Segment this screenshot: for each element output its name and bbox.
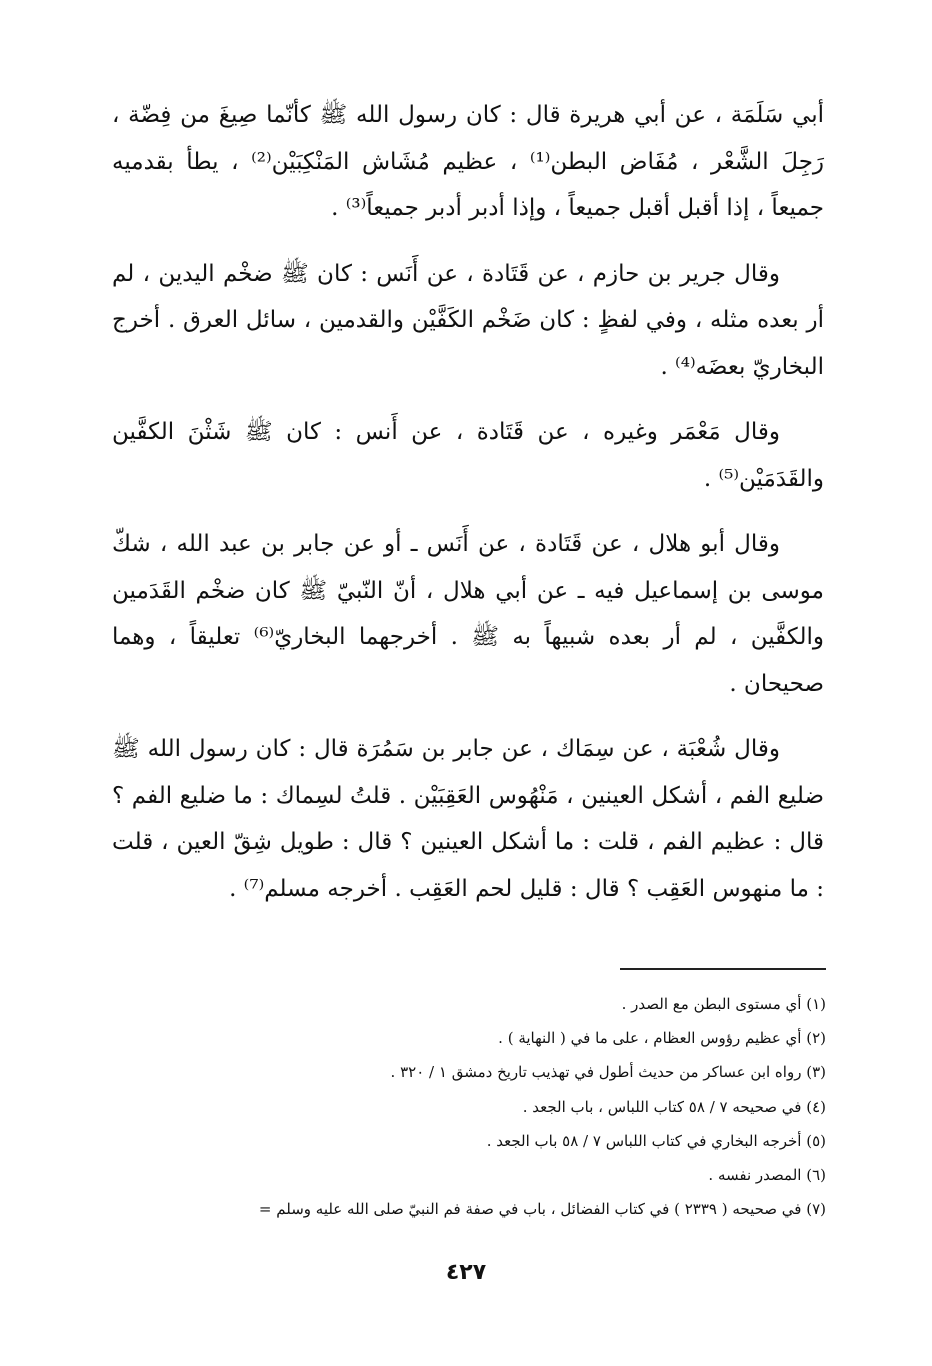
footnote-separator xyxy=(620,968,826,970)
footnote: (٢) أي عظيم رؤوس العظام ، على ما في ( النهاية ) . xyxy=(498,1029,826,1048)
page-number: ٤٢٧ xyxy=(445,1260,487,1285)
paragraph: وقال شُعْبَة ، عن سِمَاك ، عن جابر بن سَمُرَة قال : كان رسول الله ﷺ ضليع الفم ، أشكل العينين ، مَنْهُوس العَقِبَيْن . قلتُ لسِماك : ما ضليع الفم ؟ قال : عظيم الفم ، قلت : ما أشكل العينين ؟ قال : طويل شِقّ العين ، قلت : ما منهوس العَقِب ؟ قال : قليل لحم العَقِب . أخرجه مسلم⁽⁷⁾ . xyxy=(112,736,824,902)
footnote: (٦) المصدر نفسه . xyxy=(708,1166,826,1185)
footnote: (٥) أخرجه البخاري في كتاب اللباس ٧ / ٥٨ باب الجعد . xyxy=(486,1131,826,1150)
paragraph: وقال جرير بن حازم ، عن قَتَادة ، عن أَنَس : كان ﷺ ضخْم اليدين ، لم أر بعده مثله ، وفي لفظٍ : كان ضَخْم الكَفَّيْن والقدمين ، سائل العرق . أخرج البخاريّ بعضَه⁽⁴⁾ . xyxy=(112,260,824,380)
paragraph: أبي سَلَمَة ، عن أبي هريرة قال : كان رسول الله ﷺ كأنّما صِيغَ من فِضّة ، رَجِلَ الشَّعْر ، مُفَاض البطن⁽¹⁾ ، عظيم مُشَاش المَنْكِبَيْن⁽²⁾ ، يطأ بقدميه جميعاً ، إذا أقبل أقبل جميعاً ، وإذا أدبر أدبر جميعاً⁽³⁾ . xyxy=(112,102,825,221)
footnote: (٧) في صحيحه ( ٢٣٣٩ ) في كتاب الفضائل ، باب في صفة فم النبيّ صلى الله عليه وسلم = xyxy=(258,1200,826,1219)
footnote: (٤) في صحيحه ٧ / ٥٨ كتاب اللباس ، باب الجعد . xyxy=(522,1097,826,1116)
paragraph: وقال مَعْمَر وغيره ، عن قَتَادة ، عن أَنس : كان ﷺ شَثْنَ الكفَّين والقَدَمَيْن⁽⁵⁾ . xyxy=(112,419,824,492)
footnote: (١) أي مستوى البطن مع الصدر . xyxy=(621,995,826,1013)
paragraph: وقال أبو هلال ، عن قَتَادة ، عن أَنَس ـ أو عن جابر بن عبد الله ، شكّ موسى بن إسماعيل فيه ـ عن أبي هلال ، أنّ النّبيّ ﷺ كان ضخْم القَدَمين والكفَّين ، لم أر بعده شبيهاً به ﷺ . أخرجهما البخاريّ⁽⁶⁾ تعليقاً ، وهما صحيحان . xyxy=(112,531,824,697)
footnote: (٣) رواه ابن عساكر من حديث أطول في تهذيب تاريخ دمشق ١ / ٣٢٠ . xyxy=(390,1063,826,1082)
main-text xyxy=(112,92,824,931)
footnotes xyxy=(100,987,826,1226)
